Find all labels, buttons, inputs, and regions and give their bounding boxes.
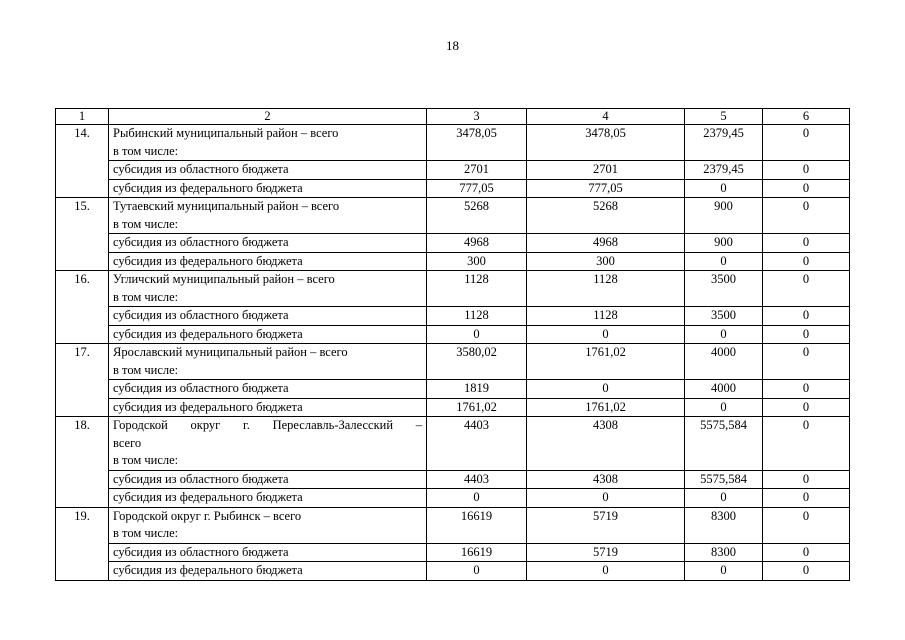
value-cell: 1761,02 — [527, 398, 685, 417]
regional-subsidy-row — [56, 470, 850, 489]
regional-subsidy-row — [56, 234, 850, 253]
subsidy-label: субсидия из федерального бюджета — [109, 562, 427, 581]
municipality-name — [109, 198, 427, 234]
municipality-name — [109, 271, 427, 307]
value-cell: 900 — [685, 234, 763, 253]
municipality-name-line: Тутаевский муниципальный район – всего — [113, 199, 340, 213]
budget-table — [55, 108, 850, 581]
value-cell: 1128 — [527, 271, 685, 307]
group-total-row — [56, 344, 850, 380]
value-cell: 0 — [763, 398, 850, 417]
value-cell: 0 — [763, 179, 850, 198]
federal-subsidy-row — [56, 398, 850, 417]
value-cell: 16619 — [427, 543, 527, 562]
value-cell: 0 — [527, 380, 685, 399]
value-cell: 0 — [685, 398, 763, 417]
subsidy-label: субсидия из федерального бюджета — [109, 325, 427, 344]
value-cell: 4000 — [685, 344, 763, 380]
municipality-name-line: Угличский муниципальный район – всего — [113, 272, 335, 286]
value-cell: 0 — [685, 325, 763, 344]
municipality-name-line: Рыбинский муниципальный район – всего — [113, 126, 339, 140]
value-cell: 2701 — [527, 161, 685, 180]
municipality-name-line: Городской округ г. Переславль-Залесский – — [113, 418, 422, 432]
row-number: 17. — [56, 344, 109, 417]
value-cell: 4968 — [427, 234, 527, 253]
municipality-name-line: в том числе: — [113, 216, 179, 231]
value-cell: 0 — [527, 562, 685, 581]
value-cell: 0 — [763, 271, 850, 307]
municipality-name — [109, 507, 427, 543]
row-number: 18. — [56, 417, 109, 508]
value-cell: 0 — [763, 252, 850, 271]
municipality-name-line: всего — [113, 435, 142, 450]
subsidy-label: субсидия из областного бюджета — [109, 543, 427, 562]
value-cell: 0 — [685, 489, 763, 508]
value-cell: 0 — [427, 489, 527, 508]
group-total-row — [56, 417, 850, 471]
row-number: 19. — [56, 507, 109, 580]
value-cell: 4968 — [527, 234, 685, 253]
value-cell: 4403 — [427, 417, 527, 471]
value-cell: 0 — [763, 234, 850, 253]
subsidy-label: субсидия из федерального бюджета — [109, 489, 427, 508]
value-cell: 0 — [527, 489, 685, 508]
municipality-name-line: в том числе: — [113, 143, 179, 158]
value-cell: 0 — [527, 325, 685, 344]
value-cell: 0 — [763, 507, 850, 543]
value-cell: 0 — [685, 179, 763, 198]
value-cell: 0 — [427, 325, 527, 344]
value-cell: 0 — [763, 198, 850, 234]
value-cell: 2379,45 — [685, 161, 763, 180]
value-cell: 2379,45 — [685, 125, 763, 161]
value-cell: 1761,02 — [527, 344, 685, 380]
municipality-name-line: Городской округ г. Рыбинск – всего — [113, 508, 302, 523]
subsidy-label: субсидия из федерального бюджета — [109, 179, 427, 198]
value-cell: 4308 — [527, 417, 685, 471]
page-number: 18 — [446, 38, 459, 53]
header-cell: 4 — [527, 109, 685, 125]
subsidy-label: субсидия из федерального бюджета — [109, 398, 427, 417]
subsidy-label: субсидия из областного бюджета — [109, 470, 427, 489]
federal-subsidy-row — [56, 179, 850, 198]
header-cell: 3 — [427, 109, 527, 125]
row-number: 15. — [56, 198, 109, 271]
value-cell: 4403 — [427, 470, 527, 489]
value-cell: 5268 — [527, 198, 685, 234]
value-cell: 0 — [763, 325, 850, 344]
municipality-name-line: в том числе: — [113, 526, 179, 540]
header-cell: 6 — [763, 109, 850, 125]
regional-subsidy-row — [56, 380, 850, 399]
value-cell: 5268 — [427, 198, 527, 234]
value-cell: 0 — [685, 562, 763, 581]
subsidy-label: субсидия из федерального бюджета — [109, 252, 427, 271]
subsidy-label: субсидия из областного бюджета — [109, 161, 427, 180]
group-total-row — [56, 198, 850, 234]
value-cell: 3580,02 — [427, 344, 527, 380]
value-cell: 1128 — [427, 307, 527, 326]
value-cell: 1128 — [427, 271, 527, 307]
header-row — [56, 109, 850, 125]
header-cell: 1 — [56, 109, 109, 125]
value-cell: 0 — [763, 307, 850, 326]
value-cell: 0 — [763, 417, 850, 471]
value-cell: 1761,02 — [427, 398, 527, 417]
federal-subsidy-row — [56, 325, 850, 344]
value-cell: 0 — [763, 562, 850, 581]
regional-subsidy-row — [56, 307, 850, 326]
value-cell: 4000 — [685, 380, 763, 399]
value-cell: 0 — [763, 344, 850, 380]
value-cell: 5719 — [527, 507, 685, 543]
value-cell: 2701 — [427, 161, 527, 180]
value-cell: 900 — [685, 198, 763, 234]
group-total-row — [56, 271, 850, 307]
value-cell: 777,05 — [427, 179, 527, 198]
value-cell: 0 — [427, 562, 527, 581]
federal-subsidy-row — [56, 562, 850, 581]
value-cell: 0 — [763, 489, 850, 508]
municipality-name — [109, 344, 427, 380]
value-cell: 3500 — [685, 307, 763, 326]
regional-subsidy-row — [56, 543, 850, 562]
subsidy-label: субсидия из областного бюджета — [109, 307, 427, 326]
value-cell: 0 — [763, 125, 850, 161]
group-total-row — [56, 125, 850, 161]
municipality-name-line: в том числе: — [113, 453, 179, 467]
value-cell: 3478,05 — [527, 125, 685, 161]
group-total-row — [56, 507, 850, 543]
value-cell: 3478,05 — [427, 125, 527, 161]
value-cell: 0 — [763, 470, 850, 489]
value-cell: 777,05 — [527, 179, 685, 198]
subsidy-label: субсидия из областного бюджета — [109, 234, 427, 253]
subsidy-label: субсидия из областного бюджета — [109, 380, 427, 399]
value-cell: 3500 — [685, 271, 763, 307]
value-cell: 0 — [763, 543, 850, 562]
value-cell: 5719 — [527, 543, 685, 562]
value-cell: 1819 — [427, 380, 527, 399]
municipality-name-line: в том числе: — [113, 289, 179, 304]
value-cell: 0 — [763, 380, 850, 399]
value-cell: 300 — [427, 252, 527, 271]
value-cell: 1128 — [527, 307, 685, 326]
municipality-name — [109, 417, 427, 471]
municipality-name-line: Ярославский муниципальный район – всего — [113, 345, 348, 359]
value-cell: 4308 — [527, 470, 685, 489]
regional-subsidy-row — [56, 161, 850, 180]
value-cell: 0 — [685, 252, 763, 271]
row-number: 16. — [56, 271, 109, 344]
header-cell: 2 — [109, 109, 427, 125]
header-cell: 5 — [685, 109, 763, 125]
federal-subsidy-row — [56, 252, 850, 271]
value-cell: 8300 — [685, 543, 763, 562]
value-cell: 0 — [763, 161, 850, 180]
value-cell: 5575,584 — [685, 470, 763, 489]
value-cell: 16619 — [427, 507, 527, 543]
municipality-name-line: в том числе: — [113, 362, 179, 377]
value-cell: 300 — [527, 252, 685, 271]
value-cell: 5575,584 — [685, 417, 763, 471]
row-number: 14. — [56, 125, 109, 198]
value-cell: 8300 — [685, 507, 763, 543]
municipality-name — [109, 125, 427, 161]
federal-subsidy-row — [56, 489, 850, 508]
